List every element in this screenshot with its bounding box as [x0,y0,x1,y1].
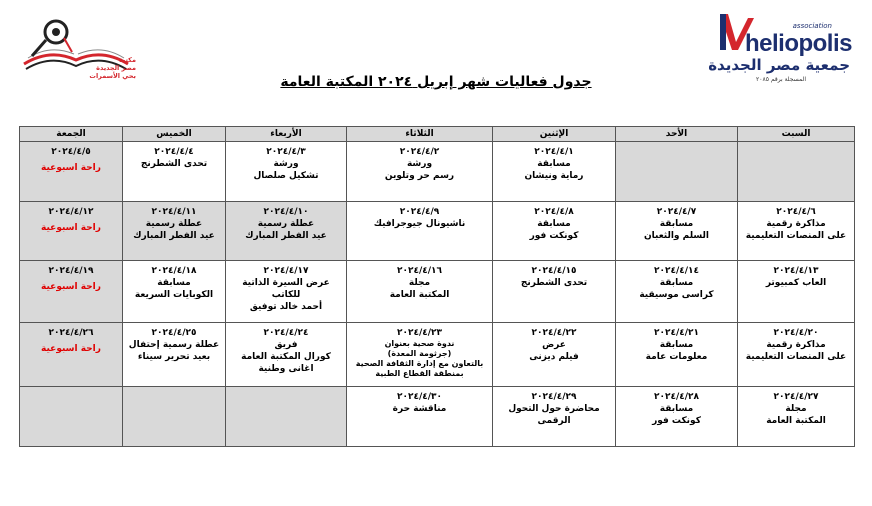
event-date: ٢٠٢٤/٤/٣٠ [396,392,443,402]
event-date: ٢٠٢٤/٤/٥ [51,147,91,157]
event-text: ورشة [273,159,299,169]
event-date: ٢٠٢٤/٤/٤ [154,147,194,157]
schedule-cell [738,261,855,323]
event-date: ٢٠٢٤/٤/١٢ [48,207,94,217]
event-text: كونكت فور [652,416,701,426]
event-date: ٢٠٢٤/٤/٦ [776,207,816,217]
event-text: ندوة صحية بعنوان [384,339,455,348]
schedule-cell [616,261,738,323]
schedule-cell [226,202,347,261]
event-date: ٢٠٢٤/٤/١٨ [151,266,197,276]
event-text: مسابقة [157,278,191,288]
weekly-rest-label: راحة اسبوعية [41,282,101,292]
schedule-cell [616,323,738,387]
schedule-cell [123,142,226,202]
event-date: ٢٠٢٤/٤/٧ [656,207,697,217]
event-text: تحدى الشطرنج [520,278,588,288]
event-date: ٢٠٢٤/٤/٨ [534,207,574,217]
schedule-cell [738,202,855,261]
event-date: ٢٠٢٤/٤/١٩ [48,266,94,276]
weekly-rest-label: راحة اسبوعية [41,163,101,173]
event-text: بالتعاون مع إدارة الثقافة الصحية [355,359,484,368]
event-date: ٢٠٢٤/٤/٢٦ [48,328,94,338]
schedule-week-row [20,323,855,387]
event-text: رماية ونيشان [524,171,584,181]
logo-assoc-label: association [792,22,832,30]
event-date: ٢٠٢٤/٤/٢٨ [653,392,700,402]
event-text: فيلم ديزنى [529,352,579,362]
event-text: تشكيل صلصال [253,171,319,181]
event-text: اغانى وطنية [258,364,314,374]
event-text: مجلة [408,278,431,288]
event-date: ٢٠٢٤/٤/١ [534,147,574,157]
day-header-friday: الجمعة [20,127,123,142]
event-text: مسابقة [537,159,571,169]
event-text: الرقمى [537,416,571,426]
event-text: السلم والثعبان [643,231,710,241]
day-header-tuesday: الثلاثاء [347,127,493,142]
event-text: العاب كمبيوتر [765,278,827,288]
schedule-week-row [20,261,855,323]
event-text: رسم حر وتلوين [384,171,455,181]
weekly-rest-label: راحة اسبوعية [41,223,101,233]
event-text: مذاكرة رقمية [766,219,826,229]
event-date: ٢٠٢٤/٤/٢٠ [773,328,819,338]
event-text: مسابقة [659,404,694,414]
schedule-cell [738,387,855,447]
event-text: ورشة [406,159,433,169]
event-text: فريق [274,340,298,350]
event-text: كونكت فور [529,231,579,241]
logo-brand-name: heliopolis [744,30,852,57]
event-text: بمنطقة القطاع الطبية [375,369,464,378]
schedule-cell [20,387,123,447]
event-text: كراسى موسيقية [639,290,714,300]
schedule-cell [493,202,616,261]
event-date: ٢٠٢٤/٤/٢٩ [531,392,577,402]
event-date: ٢٠٢٤/٤/١٣ [773,266,819,276]
schedule-table [19,126,855,447]
event-date: ٢٠٢٤/٤/١٦ [396,266,443,276]
schedule-cell [20,202,123,261]
event-text: مجلة [785,404,807,414]
event-text: كورال المكتبة العامة [241,352,331,362]
event-text: مسابقة [537,219,571,229]
schedule-cell [738,142,855,202]
event-text: مسابقة [659,278,694,288]
schedule-cell [20,261,123,323]
event-date: ٢٠٢٤/٤/٢٢ [531,328,577,338]
schedule-cell [347,142,493,202]
event-text: عرض [542,340,566,350]
schedule-cell [20,142,123,202]
logo-registration: المسجلة برقم ٢٠٨٥ [756,76,806,83]
event-text: أحمد خالد توفيق [249,302,323,312]
event-date: ٢٠٢٤/٤/١١ [151,207,197,217]
schedule-cell [493,142,616,202]
page-title [0,74,872,90]
schedule-cell [20,323,123,387]
event-date: ٢٠٢٤/٤/١٧ [263,266,309,276]
event-date: ٢٠٢٤/٤/٢١ [653,328,700,338]
schedule-week-row [20,202,855,261]
event-text: الكوبايات السريعة [134,290,214,300]
event-text: عرض السيرة الذاتية [242,278,330,288]
event-text: على المنصات التعليمية [745,352,847,362]
schedule-week-row [20,387,855,447]
event-date: ٢٠٢٤/٤/٢٥ [151,328,197,338]
schedule-cell [226,323,347,387]
schedule-cell [226,142,347,202]
event-text: عيد الفطر المبارك [245,231,327,241]
event-text: معلومات عامة [645,352,708,362]
event-text: مسابقة [659,340,694,350]
event-text: المكتبة العامة [389,290,450,300]
schedule-cell [123,261,226,323]
day-header-wednesday: الأربعاء [226,127,347,142]
schedule-cell [347,261,493,323]
schedule-cell [226,261,347,323]
event-text: المكتبة العامة [766,416,826,426]
day-header-saturday: السبت [738,127,855,142]
event-text: بعيد تحرير سيناء [137,352,211,362]
day-header-sunday: الأحد [616,127,738,142]
schedule-cell [738,323,855,387]
event-date: ٢٠٢٤/٤/٢٤ [263,328,309,338]
weekly-rest-label: راحة اسبوعية [41,344,101,354]
event-date: ٢٠٢٤/٤/٢٣ [396,328,443,338]
event-date: ٢٠٢٤/٤/٩ [399,207,440,217]
day-header-monday: الإثنين [493,127,616,142]
schedule-cell [347,323,493,387]
library-logo-text: مكتبة مصر الجديدة بحي الأسمرات [89,56,136,80]
schedule-cell [123,323,226,387]
event-text: (جرثومة المعدة) [387,349,452,358]
schedule-cell [616,387,738,447]
event-text: عطلة رسمية [145,219,203,229]
schedule-cell [493,323,616,387]
schedule-cell [123,387,226,447]
event-date: ٢٠٢٤/٤/١٠ [263,207,309,217]
schedule-header-row [20,127,855,142]
logo-arabic-name: جمعية مصر الجديدة [708,56,850,74]
event-text: مناقشة حرة [392,404,447,414]
schedule-cell [616,202,738,261]
event-date: ٢٠٢٤/٤/٢ [399,147,440,157]
event-text: مذاكرة رقمية [766,340,826,350]
event-text: عطلة رسمية إحتفال [128,340,220,350]
event-date: ٢٠٢٤/٤/١٥ [531,266,577,276]
event-text: للكاتب [271,290,301,300]
schedule-cell [616,142,738,202]
schedule-cell [493,387,616,447]
schedule-week-row [20,142,855,202]
schedule-cell [123,202,226,261]
event-text: عيد الفطر المبارك [133,231,215,241]
schedule-cell [347,387,493,447]
day-header-thursday: الخميس [123,127,226,142]
schedule-cell [347,202,493,261]
page-title-text: جدول فعاليات شهر إبريل ٢٠٢٤ المكتبة العامة [280,74,592,90]
event-date: ٢٠٢٤/٤/٣ [266,147,306,157]
event-text: تحدى الشطرنج [140,159,208,169]
event-text: مسابقة [659,219,694,229]
event-date: ٢٠٢٤/٤/١٤ [653,266,700,276]
event-text: ناشيونال جيوجرافيك [373,219,466,229]
event-date: ٢٠٢٤/٤/٢٧ [773,392,819,402]
schedule-cell [493,261,616,323]
event-text: على المنصات التعليمية [745,231,847,241]
event-text: عطلة رسمية [257,219,315,229]
event-text: محاضرة حول التحول [508,404,600,414]
schedule-cell [226,387,347,447]
